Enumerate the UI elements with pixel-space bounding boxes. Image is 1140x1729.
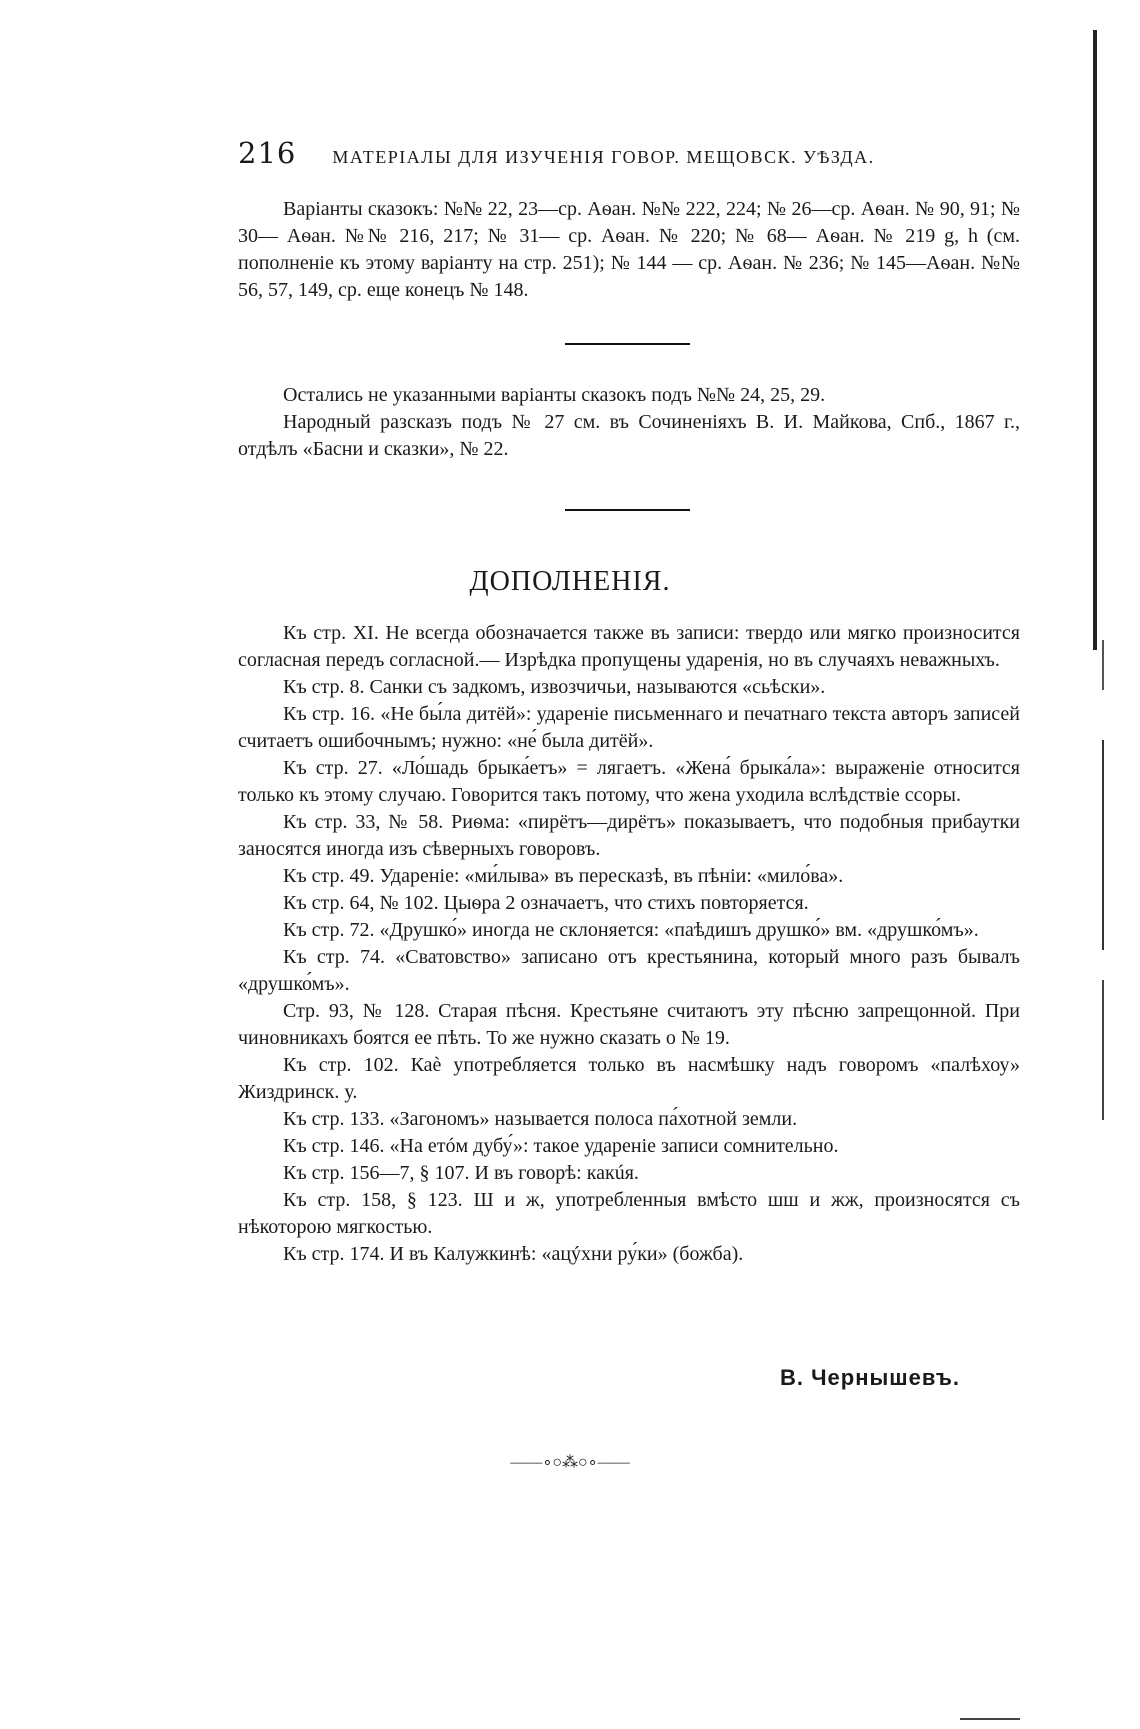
variants-paragraph: Варіанты сказокъ: №№ 22, 23—ср. Аѳан. №№ 222, 224; № 26—ср. Аѳан. № 90, 91; № 30— Аѳан. №№ 216, 217; № 31— ср. Аѳан. № 220; № 68— Аѳан. № 219 g, h (см. пополненіе къ этому варіанту на стр. 251); № 144 — ср. Аѳан. № 236; № 145—Аѳан. №№ 56, 57, 149, ср. еще конецъ № 148. (238, 198, 1020, 301)
addition-entry: Къ стр. 49. Удареніе: «ми́лыва» въ пересказѣ, въ пѣніи: «мило́ва». (283, 865, 844, 887)
author-signature: В. Чернышевъ. (779, 1365, 960, 1390)
addition-entry: Къ стр. 156—7, § 107. И въ говорѣ: какúя. (283, 1162, 639, 1184)
scan-edge-mark (1102, 640, 1104, 690)
remaining-line: Народный разсказъ подъ № 27 см. въ Сочиненіяхъ В. И. Майкова, Спб., 1867 г., отдѣлъ «Басни и сказки», № 22. (238, 411, 1020, 460)
scan-edge-bar (1093, 30, 1097, 650)
section-divider (565, 509, 690, 511)
addition-entry: Къ стр. 174. И въ Калужкинѣ: «ацýхни ру́ки» (божба). (283, 1243, 744, 1265)
section-divider (565, 343, 690, 345)
scan-edge-mark (960, 1718, 1020, 1720)
tailpiece-ornament: ——∘○⁂○∘—— (510, 1454, 630, 1471)
addition-entry: Къ стр. 16. «Не бы́ла дитёй»: удареніе письменнаго и печатнаго текста авторъ записей считаетъ ошибочнымъ; нужно: «не́ была дитёй». (238, 703, 1020, 752)
additions-list (238, 620, 1020, 1268)
addition-entry: Къ стр. 8. Санки съ задкомъ, извозчичьи, называются «сьѣски». (283, 676, 826, 698)
section-heading: ДОПОЛНЕНІЯ. (469, 566, 671, 597)
addition-entry: Къ стр. 158, § 123. Ш и ж, употребленныя вмѣсто шш и жж, произносятся съ нѣкоторою мягкостью. (238, 1189, 1020, 1238)
remaining-section (238, 382, 1020, 463)
addition-entry: Къ стр. 133. «Загономъ» называется полоса па́хотной земли. (283, 1108, 798, 1130)
addition-entry: Къ стр. XI. Не всегда обозначается также въ записи: твердо или мягко произносится согласная передъ согласной.— Изрѣдка пропущены ударенія, но въ случаяхъ неважныхъ. (238, 622, 1020, 671)
addition-entry: Къ стр. 33, № 58. Риѳма: «пирётъ—дирётъ» показываетъ, что подобныя прибаутки заносятся иногда изъ сѣверныхъ говоровъ. (238, 811, 1020, 860)
addition-entry: Къ стр. 102. Каѐ употребляется только въ насмѣшку надъ говоромъ «палѣхоу» Жиздринск. у. (238, 1054, 1020, 1103)
addition-entry: Къ стр. 64, № 102. Цыѳра 2 означаетъ, что стихъ повторяется. (283, 892, 809, 914)
scan-edge-mark (1102, 980, 1104, 1120)
remaining-line: Остались не указанными варіанты сказокъ подъ №№ 24, 25, 29. (283, 384, 826, 406)
running-head (238, 136, 938, 170)
scan-edge-mark (1102, 740, 1104, 950)
addition-entry: Стр. 93, № 128. Старая пѣсня. Крестьяне считаютъ эту пѣсню запрещонной. При чиновникахъ боятся ее пѣть. То же нужно сказать о № 19. (238, 1000, 1020, 1049)
variants-section (238, 196, 1020, 304)
page-number: 216 (238, 136, 297, 170)
addition-entry: Къ стр. 27. «Ло́шадь брыка́етъ» = лягаетъ. «Жена́ брыка́ла»: выраженіе относится только къ этому случаю. Говорится такъ потому, что жена уходила вслѣдствіе ссоры. (238, 757, 1020, 806)
addition-entry: Къ стр. 146. «На етóм дубу́»: такое удареніе записи сомнительно. (283, 1135, 839, 1157)
running-title: МАТЕРІАЛЫ ДЛЯ ИЗУЧЕНІЯ ГОВОР. МЕЩОВСК. УѢЗДА. (332, 147, 875, 167)
addition-entry: Къ стр. 74. «Сватовство» записано отъ крестьянина, который много разъ бывалъ «друшко́мъ». (238, 946, 1020, 995)
addition-entry: Къ стр. 72. «Друшко́» иногда не склоняется: «паѣдишъ друшко́» вм. «друшко́мъ». (283, 919, 979, 941)
